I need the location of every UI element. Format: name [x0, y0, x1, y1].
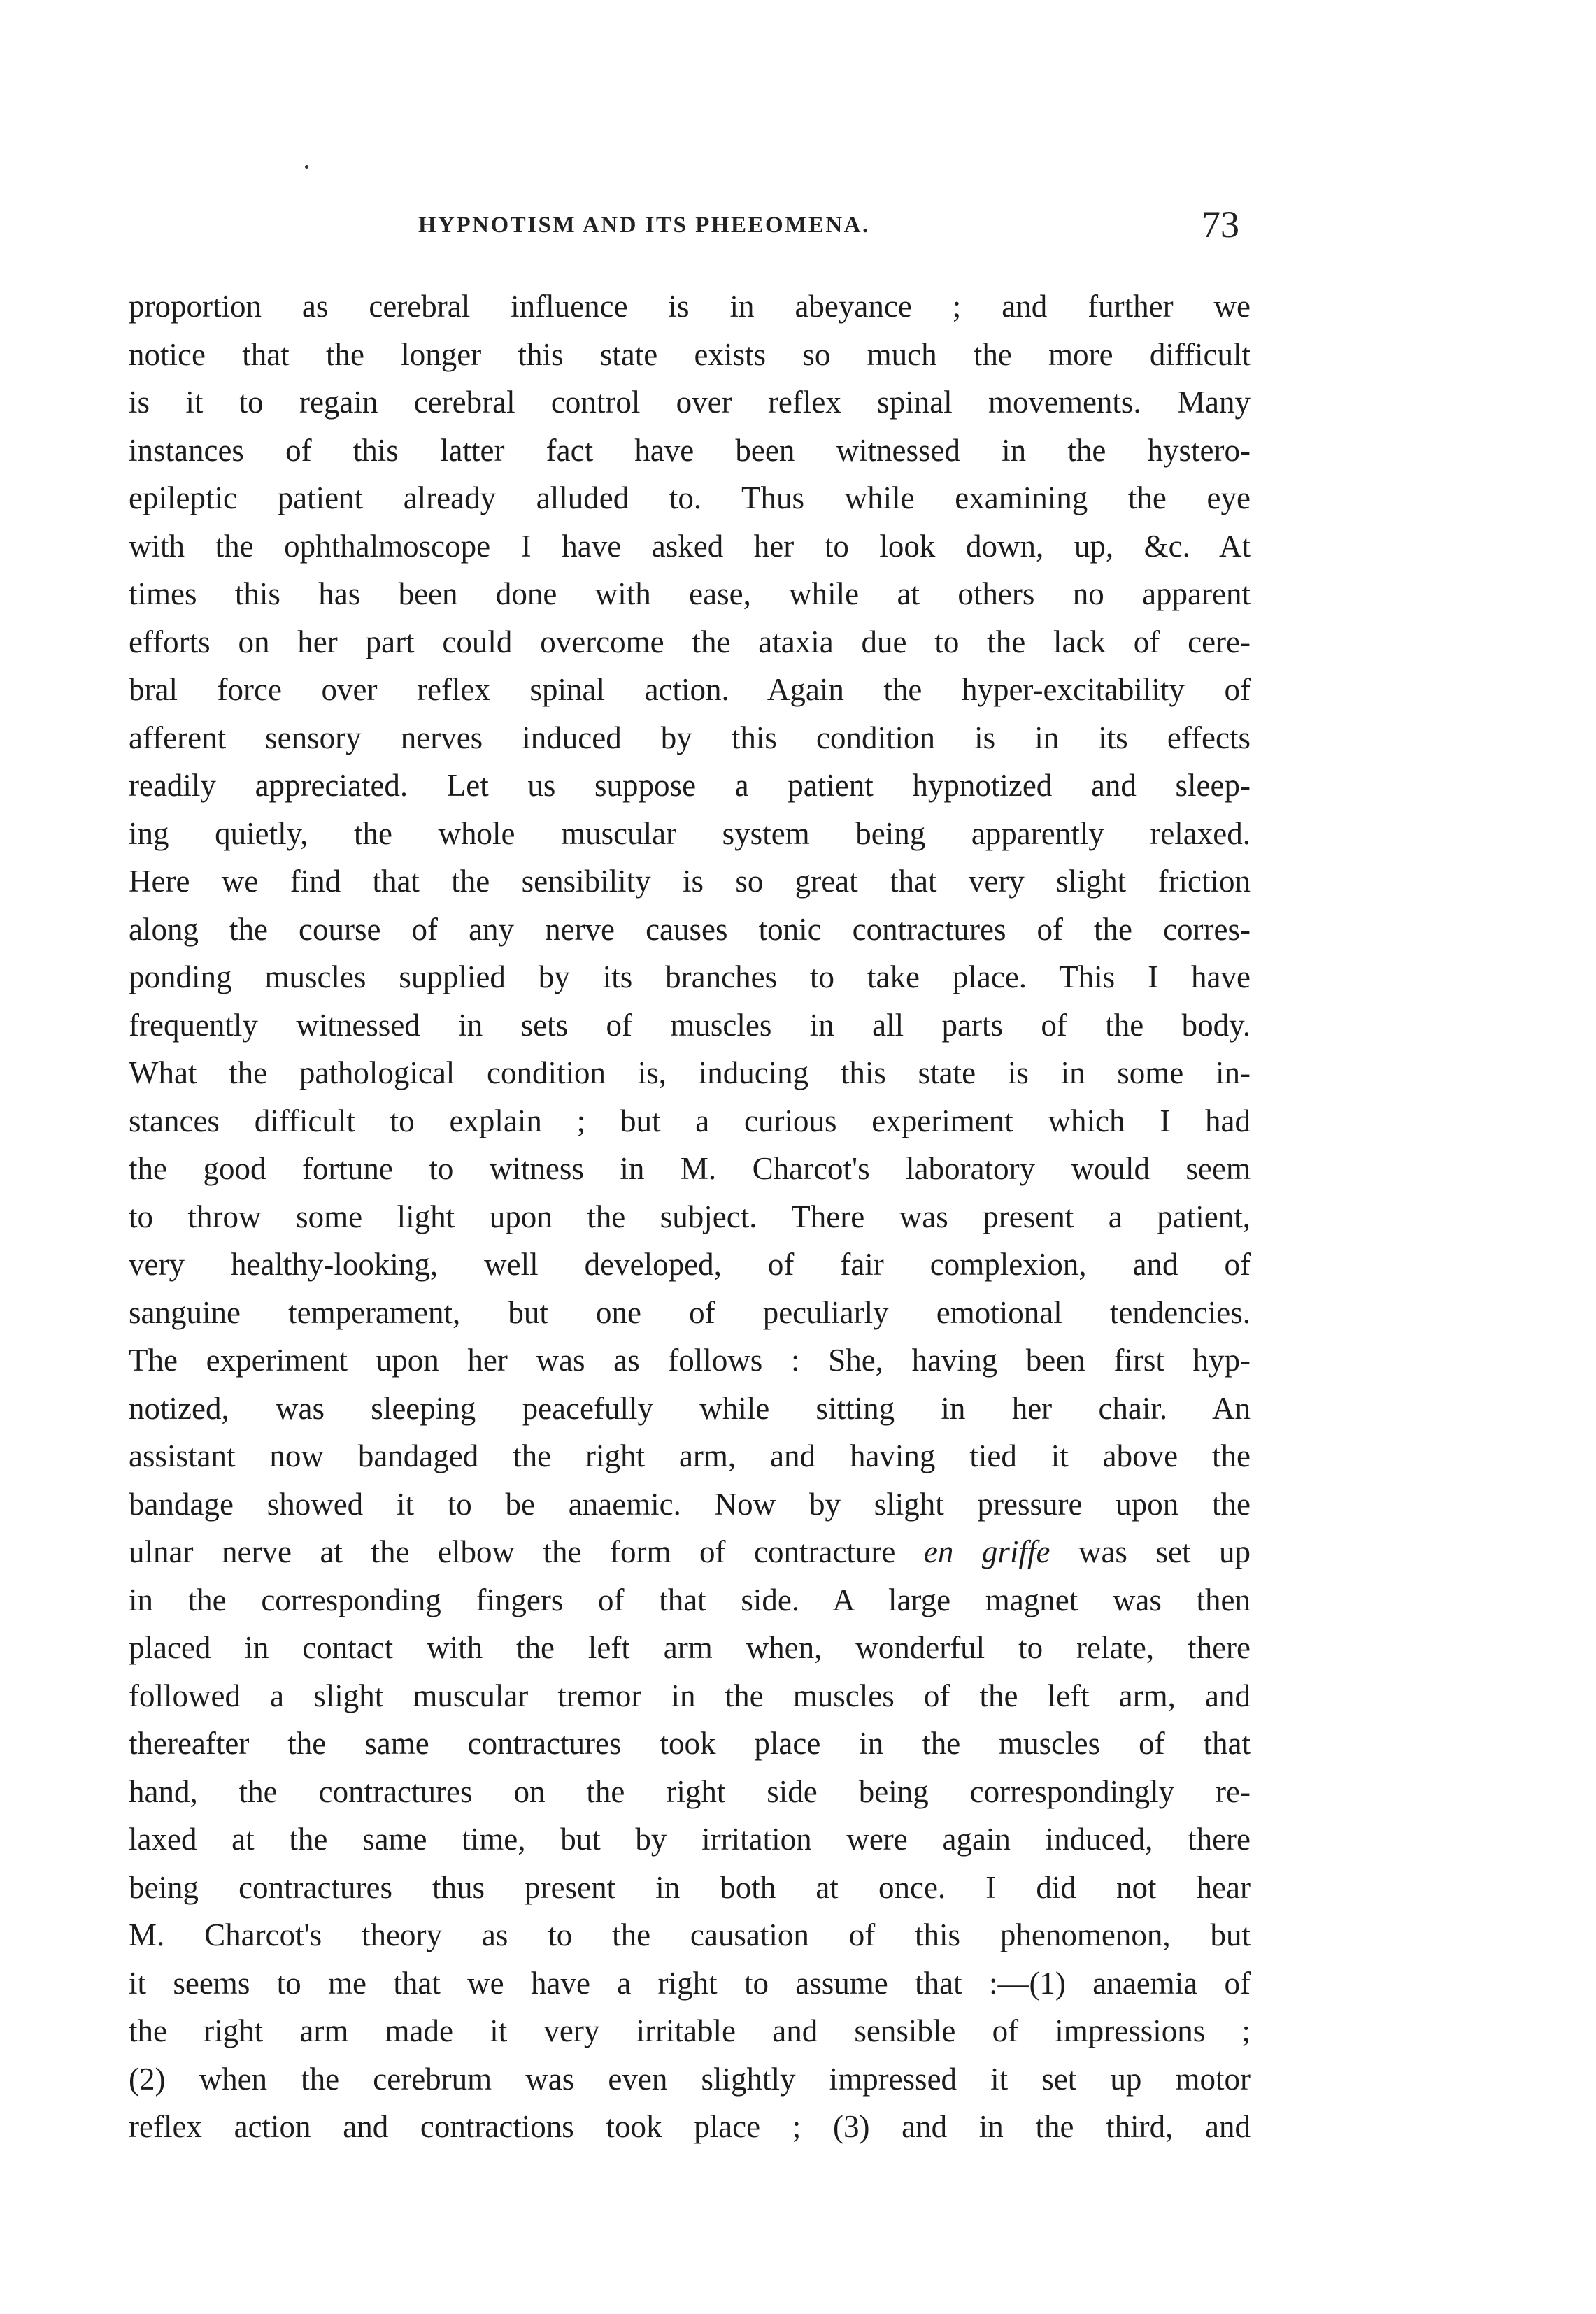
text-line: in the corresponding fingers of that side. A large magnet was then	[129, 1582, 1251, 1617]
text-line: notice that the longer this state exists so much the more difficult	[129, 336, 1251, 372]
text-line: placed in contact with the left arm when, wonderful to relate, there	[129, 1630, 1251, 1665]
text-line: with the ophthalmoscope I have asked her to look down, up, &c. At	[129, 528, 1251, 564]
text-line: the right arm made it very irritable and sensible of impressions ;	[129, 2013, 1251, 2048]
text-line: laxed at the same time, but by irritation were again induced, there	[129, 1822, 1251, 1857]
text-line: efforts on her part could overcome the ataxia due to the lack of cere-	[129, 624, 1251, 659]
text-line: proportion as cerebral influence is in abeyance ; and further we	[129, 289, 1251, 324]
page-number: 73	[1202, 203, 1239, 245]
body-text	[129, 283, 1251, 2151]
text-line: notized, was sleeping peacefully while sitting in her chair. An	[129, 1390, 1251, 1426]
text-line: along the course of any nerve causes tonic contractures of the corres-	[129, 911, 1251, 947]
text-line: ing quietly, the whole muscular system being apparently relaxed.	[129, 815, 1251, 851]
text-line: being contractures thus present in both at once. I did not hear	[129, 1869, 1251, 1905]
text-line: bandage showed it to be anaemic. Now by slight pressure upon the	[129, 1486, 1251, 1522]
text-line: ponding muscles supplied by its branches to take place. This I have	[129, 959, 1251, 994]
text-line: is it to regain cerebral control over reflex spinal movements. Many	[129, 385, 1251, 420]
text-line: thereafter the same contractures took place in the muscles of that	[129, 1726, 1251, 1761]
text-line: followed a slight muscular tremor in the muscles of the left arm, and	[129, 1678, 1251, 1713]
text-line: sanguine temperament, but one of peculiarly emotional tendencies.	[129, 1294, 1251, 1330]
text-line: very healthy-looking, well developed, of fair complexion, and of	[129, 1247, 1251, 1282]
text-line: instances of this latter fact have been witnessed in the hystero-	[129, 432, 1251, 468]
text-line: bral force over reflex spinal action. Again the hyper-excitability of	[129, 672, 1251, 707]
text-line: Here we find that the sensibility is so great that very slight friction	[129, 864, 1251, 899]
text-line: it seems to me that we have a right to assume that :—(1) anaemia of	[129, 1965, 1251, 2001]
text-line: the good fortune to witness in M. Charcot's laboratory would seem	[129, 1151, 1251, 1186]
text-line: stances difficult to explain ; but a curious experiment which I had	[129, 1103, 1251, 1138]
text-line: What the pathological condition is, inducing this state is in some in-	[129, 1055, 1251, 1090]
text-line: afferent sensory nerves induced by this condition is in its effects	[129, 720, 1251, 755]
text-line: hand, the contractures on the right side being correspondingly re-	[129, 1773, 1251, 1809]
text-line: epileptic patient already alluded to. Thus while examining the eye	[129, 480, 1251, 515]
text-line: times this has been done with ease, while at others no apparent	[129, 576, 1251, 611]
text-line: readily appreciated. Let us suppose a patient hypnotized and sleep-	[129, 768, 1251, 803]
text-line: reflex action and contractions took place ; (3) and in the third, and	[129, 2109, 1251, 2144]
text-line: ulnar nerve at the elbow the form of contracture en griffe was set up	[129, 1534, 1251, 1569]
text-line: to throw some light upon the subject. There was present a patient,	[129, 1199, 1251, 1234]
print-speck	[305, 165, 308, 169]
text-line: assistant now bandaged the right arm, and having tied it above the	[129, 1438, 1251, 1473]
running-head-title: HYPNOTISM AND ITS PHEEOMENA.	[418, 213, 870, 238]
text-line: (2) when the cerebrum was even slightly impressed it set up motor	[129, 2061, 1251, 2097]
text-line: M. Charcot's theory as to the causation of this phenomenon, but	[129, 1917, 1251, 1952]
text-line: The experiment upon her was as follows : She, having been first hyp-	[129, 1343, 1251, 1378]
text-line: frequently witnessed in sets of muscles in all parts of the body.	[129, 1007, 1251, 1043]
